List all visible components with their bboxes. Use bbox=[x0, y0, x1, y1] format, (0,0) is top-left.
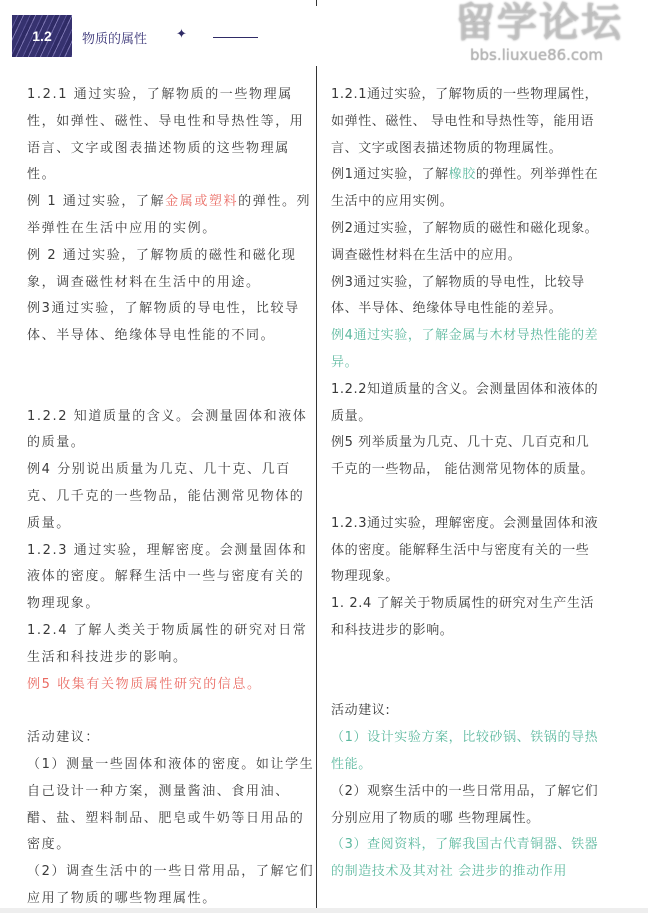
text: 的弹性。列 bbox=[238, 194, 312, 210]
text-line: 体、半导体、绝缘体导电性能的差异。 bbox=[331, 301, 563, 317]
watermark-url: bbs.liuxue86.com bbox=[470, 46, 603, 64]
text-line: 1.2.1通过实验，了解物质的一些物理属性， bbox=[331, 87, 599, 102]
text-line: 例5 列举质量为几克、几十克、几百克和几 bbox=[331, 435, 590, 451]
text-line: 密度。 bbox=[27, 837, 71, 853]
text-line: 1.2.2 知道质量的含义。会测量固体和液体 bbox=[27, 408, 308, 424]
text: 的弹性。列举弹性在 bbox=[475, 167, 599, 183]
right-column bbox=[331, 82, 621, 886]
highlight-text: 金属或塑料 bbox=[165, 194, 239, 210]
text-line: 和科技进步的影响。 bbox=[331, 622, 454, 638]
example-1 bbox=[27, 189, 312, 216]
text-line: 言、文字或图表描述物质的物理属性。 bbox=[331, 140, 563, 156]
activity-title: 活动建议： bbox=[27, 730, 101, 746]
text-line: 语言、文字或图表描述物质的这些物理属 bbox=[27, 140, 290, 156]
text-line: 的质量。 bbox=[27, 435, 86, 451]
text-line: 质量。 bbox=[331, 408, 372, 424]
text-line: 分别应用了物质的哪 些物理属性。 bbox=[331, 810, 540, 826]
text-line: 1.2.3通过实验，理解密度。会测量固体和液 bbox=[331, 515, 599, 531]
activity-1: （1）设计实验方案，比较砂锅、铁锅的导热 bbox=[331, 730, 599, 746]
column-divider-top bbox=[316, 0, 317, 6]
section-number-badge bbox=[12, 15, 72, 57]
text-line: 象，调查磁性材料在生活中的用途。 bbox=[27, 274, 261, 290]
text-line: 自己设计一种方案，测量酱油、食用油、 bbox=[27, 783, 290, 799]
left-column bbox=[27, 82, 315, 913]
text-line: 1.2.3 通过实验，理解密度。会测量固体和 bbox=[27, 542, 308, 558]
text-line: 醋、盐、塑料制品、肥皂或牛奶等日用品的 bbox=[27, 810, 305, 826]
text-line: 应用了物质的哪些物理属性。 bbox=[27, 890, 217, 906]
activity-title: 活动建议: bbox=[331, 703, 391, 719]
text-line: （2）调查生活中的一些日常用品，了解它们 bbox=[27, 864, 315, 880]
text-line: 例4 分别说出质量为几克、几十克、几百 bbox=[27, 462, 291, 478]
text-line: 举弹性在生活中应用的实例。 bbox=[27, 220, 217, 236]
text-line: 生活和科技进步的影响。 bbox=[27, 649, 188, 665]
example-1 bbox=[331, 162, 621, 189]
text-line: 例3通过实验，了解物质的导电性，比较导 bbox=[331, 274, 585, 290]
text-line: 体的密度。能解释生活中与密度有关的一些 bbox=[331, 542, 590, 558]
section-number: 1.2 bbox=[32, 28, 52, 44]
text-line: 1. 2.4 了解关于物质属性的研究对生产生活 bbox=[331, 596, 595, 612]
text-line: （1）测量一些固体和液体的密度。如让学生 bbox=[27, 756, 315, 772]
text-line: 千克的一些物品， 能估测常见物体的质量。 bbox=[331, 462, 595, 478]
text-line: 液体的密度。解释生活中一些与密度有关的 bbox=[27, 569, 305, 585]
text-line: 调查磁性材料在生活中的应用。 bbox=[331, 247, 522, 263]
text-line: 性。 bbox=[27, 167, 57, 183]
highlight-text: 橡胶 bbox=[448, 167, 476, 183]
text-line: 1.2.4 了解人类关于物质属性的研究对日常 bbox=[27, 622, 308, 638]
text-line: 如弹性、磁性、 导电性和导热性等，能用语 bbox=[331, 113, 595, 129]
text: 例 1 通过实验，了解 bbox=[27, 194, 166, 210]
activity-3: 的制造技术及其对社 会进步的推动作用 bbox=[331, 864, 567, 880]
text-line: 例2通过实验，了解物质的磁性和磁化现象。 bbox=[331, 220, 599, 236]
bottom-edge bbox=[0, 908, 648, 913]
column-divider bbox=[316, 66, 317, 913]
text-line: 克、几千克的一些物品，能估测常见物体的 bbox=[27, 488, 305, 504]
text-line: 例 2 通过实验，了解物质的磁性和磁化现 bbox=[27, 247, 297, 263]
text-line: 性，如弹性、磁性、导电性和导热性等，用 bbox=[27, 113, 305, 129]
example-4: 例4通过实验，了解金属与木材导热性能的差 bbox=[331, 328, 599, 344]
activity-3: （3）查阅资料，了解我国古代青铜器、铁器 bbox=[331, 837, 599, 853]
star-icon: ✦ bbox=[176, 27, 187, 42]
activity-1: 性能。 bbox=[331, 756, 372, 772]
title-underline bbox=[213, 37, 258, 38]
text: 例1通过实验，了解 bbox=[331, 167, 449, 183]
text-line: 物理现象。 bbox=[27, 596, 101, 612]
watermark-logo: 留学论坛 bbox=[455, 0, 623, 46]
section-title: 物质的属性 bbox=[82, 32, 148, 47]
text-line: 1.2.1 通过实验，了解物质的一些物理属 bbox=[27, 87, 293, 102]
text-line: 质量。 bbox=[27, 515, 71, 531]
text-line: 1.2.2知道质量的含义。会测量固体和液体的 bbox=[331, 381, 599, 397]
example-4: 异。 bbox=[331, 354, 359, 370]
text-line: 生活中的应用实例。 bbox=[331, 194, 454, 210]
example-5: 例5 收集有关物质属性研究的信息。 bbox=[27, 676, 262, 692]
text-line: 例3通过实验，了解物质的导电性，比较导 bbox=[27, 301, 300, 317]
text-line: 体、半导体、绝缘体导电性能的不同。 bbox=[27, 328, 276, 344]
text-line: （2）观察生活中的一些日常用品，了解它们 bbox=[331, 783, 599, 799]
text-line: 物理现象。 bbox=[331, 569, 400, 585]
